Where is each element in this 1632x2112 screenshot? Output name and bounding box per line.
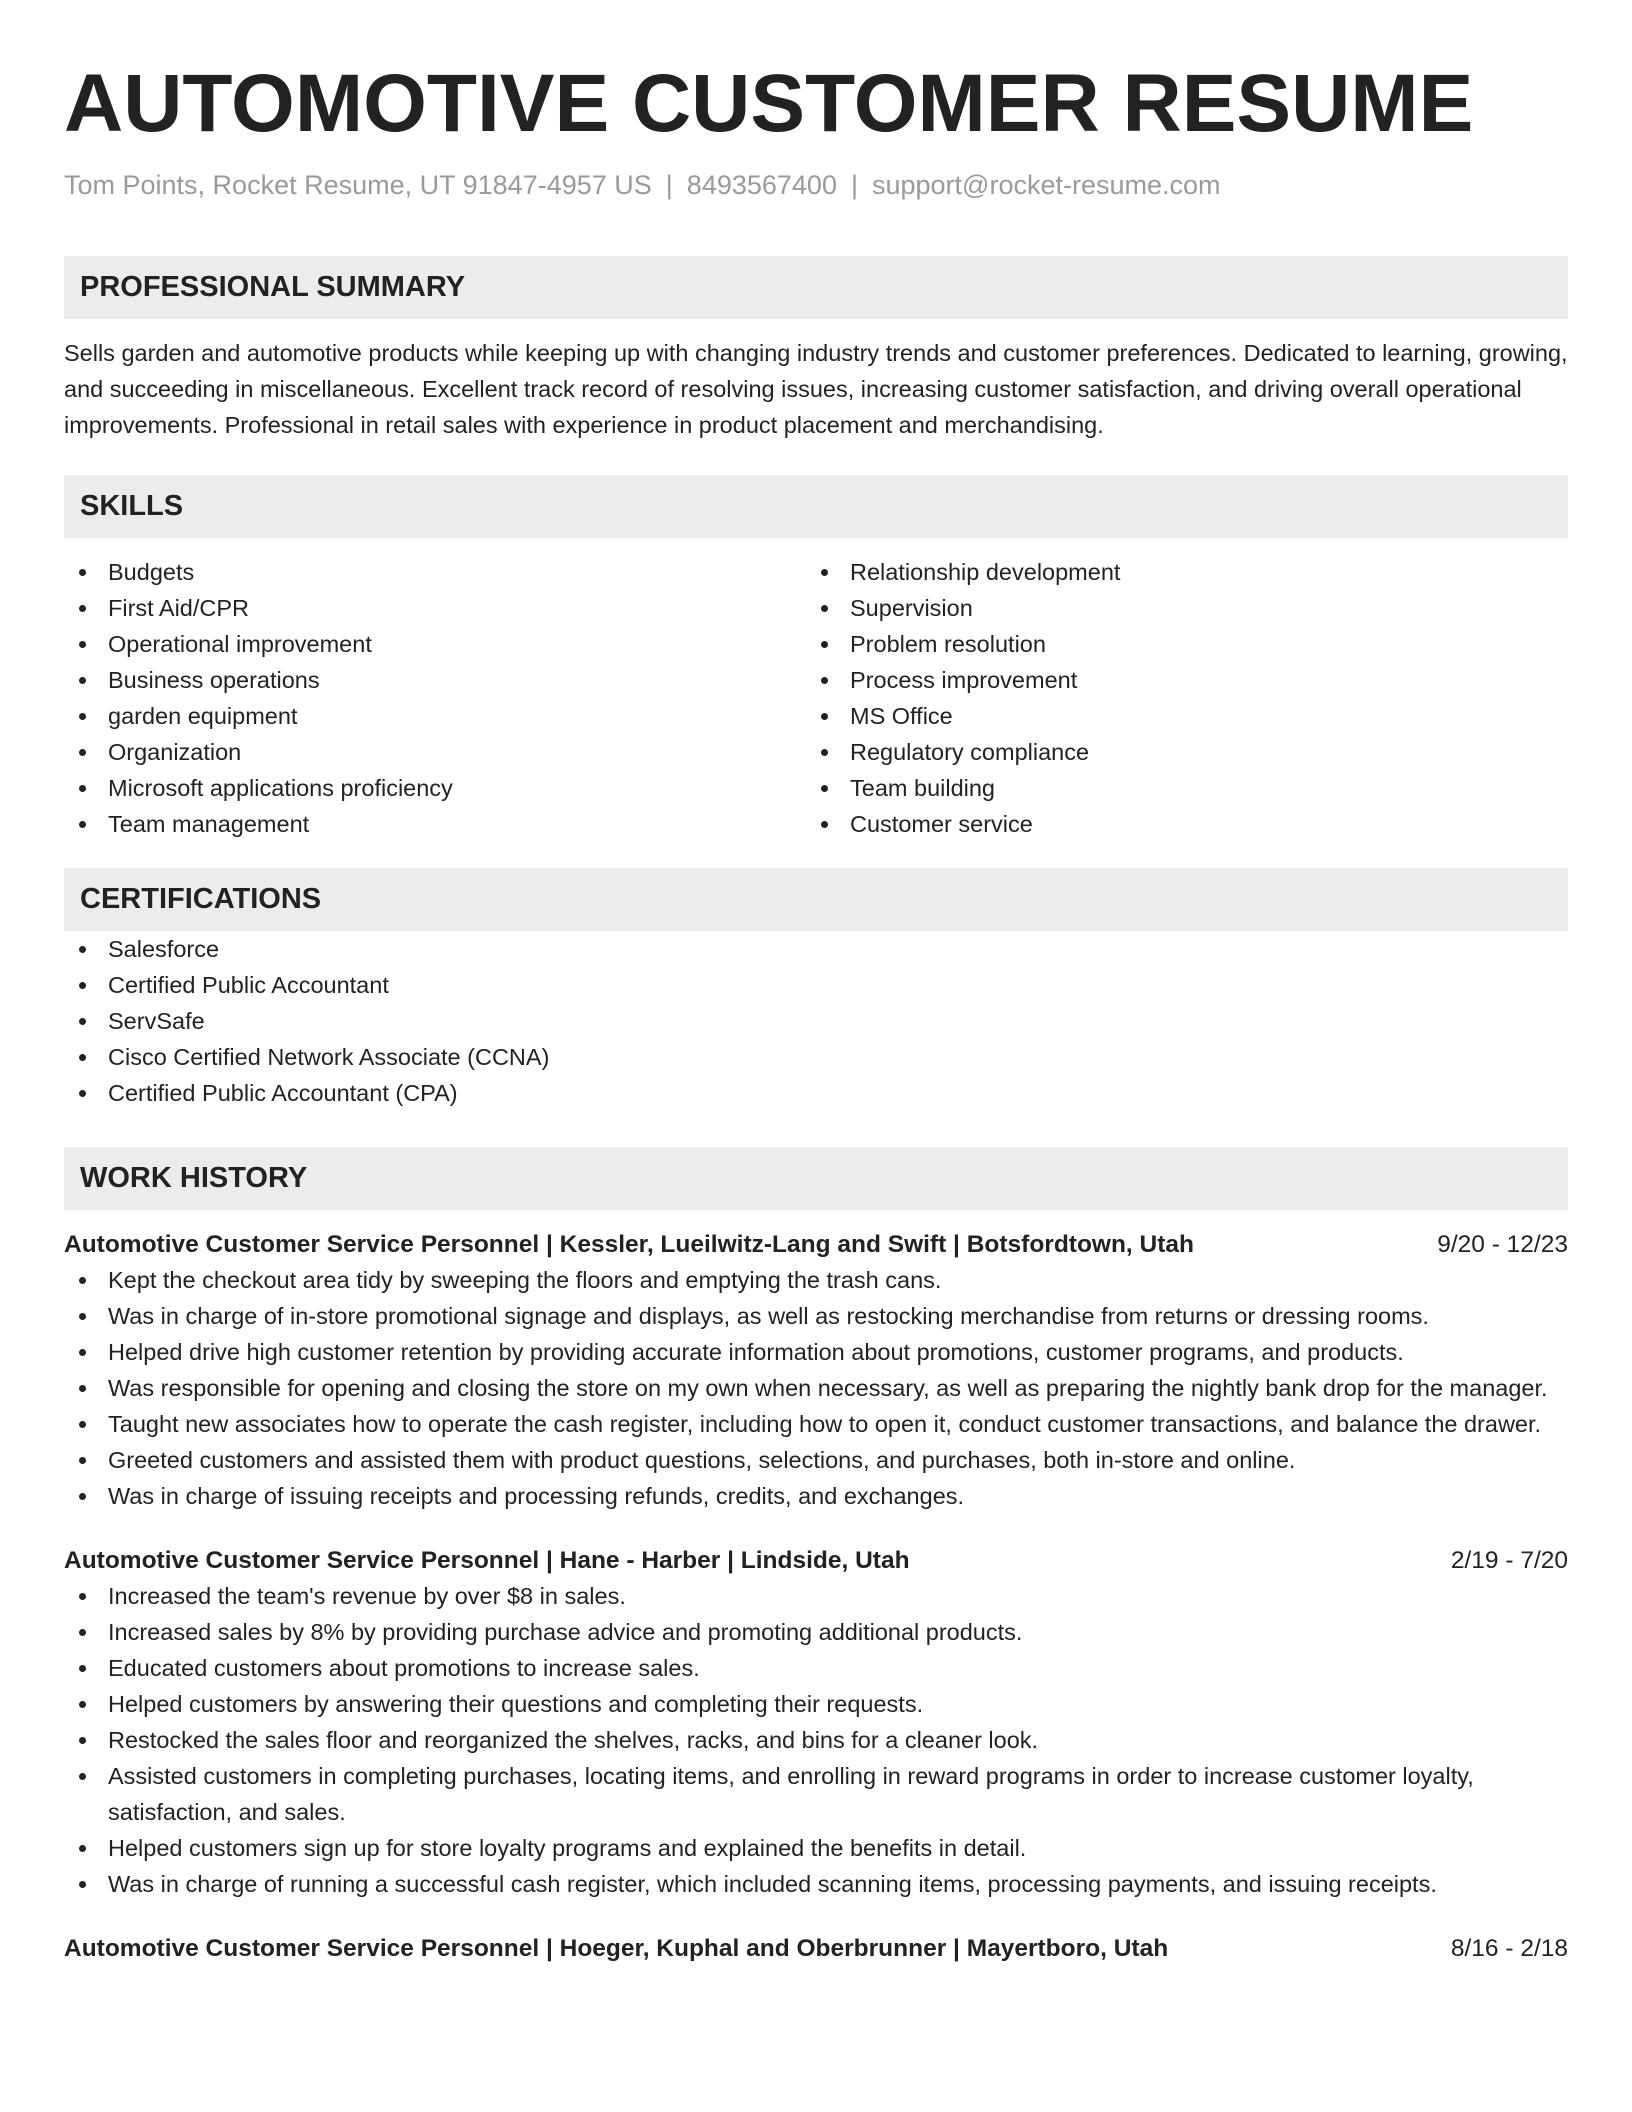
certification-item: Certified Public Accountant [64, 967, 1568, 1003]
contact-separator: | [665, 170, 673, 200]
job-bullet: Assisted customers in completing purchases, locating items, and enrolling in reward programs in order to increase customer loyalty, satisfaction, and sales. [64, 1758, 1568, 1830]
job-bullet: Was responsible for opening and closing the store on my own when necessary, as well as preparing the nightly bank drop for the manager. [64, 1370, 1568, 1406]
job-title: Automotive Customer Service Personnel | Hoeger, Kuphal and Oberbrunner | Mayertboro, Utah [64, 1935, 1169, 1962]
job-bullet-list [64, 1262, 1568, 1514]
job-header [64, 1228, 1568, 1262]
job-bullet: Was in charge of issuing receipts and processing refunds, credits, and exchanges. [64, 1478, 1568, 1514]
certifications-list [64, 931, 1568, 1111]
contact-email: support@rocket-resume.com [871, 170, 1221, 200]
job-title: Automotive Customer Service Personnel | Hane - Harber | Lindside, Utah [64, 1547, 910, 1574]
job-bullet: Educated customers about promotions to increase sales. [64, 1650, 1568, 1686]
skills-column-left [64, 554, 806, 842]
job-bullet: Increased sales by 8% by providing purchase advice and promoting additional products. [64, 1614, 1568, 1650]
skill-item: Supervision [806, 590, 1548, 626]
job-entry [64, 1228, 1568, 1514]
job-bullet: Increased the team's revenue by over $8 in sales. [64, 1578, 1568, 1614]
skill-item: Organization [64, 734, 806, 770]
job-bullet-list [64, 1578, 1568, 1902]
skill-item: garden equipment [64, 698, 806, 734]
contact-address: Tom Points, Rocket Resume, UT 91847-4957 US [64, 170, 652, 200]
section-header-certifications: CERTIFICATIONS [64, 868, 1568, 931]
job-title: Automotive Customer Service Personnel | Kessler, Lueilwitz-Lang and Swift | Botsfordtown, Utah [64, 1231, 1194, 1258]
resume-title: AUTOMOTIVE CUSTOMER RESUME [64, 58, 1474, 149]
skill-item: Relationship development [806, 554, 1548, 590]
job-dates: 8/16 - 2/18 [1450, 1935, 1568, 1962]
job-dates: 9/20 - 12/23 [1437, 1231, 1568, 1258]
certification-item: Cisco Certified Network Associate (CCNA) [64, 1039, 1568, 1075]
skills-list-right [806, 554, 1548, 842]
job-bullet: Was in charge of running a successful cash register, which included scanning items, processing payments, and issuing receipts. [64, 1866, 1568, 1902]
job-bullet: Helped customers by answering their questions and completing their requests. [64, 1686, 1568, 1722]
skill-item: Operational improvement [64, 626, 806, 662]
skills-column-right [806, 554, 1548, 842]
resume-page [64, 54, 1568, 1966]
skill-item: MS Office [806, 698, 1548, 734]
job-entry [64, 1544, 1568, 1902]
skill-item: Team building [806, 770, 1548, 806]
skill-item: Team management [64, 806, 806, 842]
skill-item: Problem resolution [806, 626, 1548, 662]
section-header-summary: PROFESSIONAL SUMMARY [64, 256, 1568, 319]
skill-item: First Aid/CPR [64, 590, 806, 626]
skill-item: Process improvement [806, 662, 1548, 698]
job-header [64, 1544, 1568, 1578]
section-header-work-history: WORK HISTORY [64, 1147, 1568, 1210]
job-dates: 2/19 - 7/20 [1450, 1547, 1568, 1574]
contact-line [64, 168, 1568, 202]
certification-item: Certified Public Accountant (CPA) [64, 1075, 1568, 1111]
skill-item: Business operations [64, 662, 806, 698]
section-header-skills: SKILLS [64, 475, 1568, 538]
job-header [64, 1932, 1568, 1966]
certification-item: Salesforce [64, 931, 1568, 967]
job-bullet: Greeted customers and assisted them with product questions, selections, and purchases, both in-store and online. [64, 1442, 1568, 1478]
skills-grid [64, 554, 1568, 842]
contact-separator: | [850, 170, 858, 200]
job-bullet: Restocked the sales floor and reorganized the shelves, racks, and bins for a cleaner look. [64, 1722, 1568, 1758]
skill-item: Microsoft applications proficiency [64, 770, 806, 806]
skill-item: Regulatory compliance [806, 734, 1548, 770]
contact-phone: 8493567400 [686, 170, 837, 200]
skills-list-left [64, 554, 806, 842]
skill-item: Customer service [806, 806, 1548, 842]
job-entry [64, 1932, 1568, 1966]
job-bullet: Was in charge of in-store promotional signage and displays, as well as restocking merchandise from returns or dressing rooms. [64, 1298, 1568, 1334]
job-bullet: Taught new associates how to operate the cash register, including how to open it, conduct customer transactions, and balance the drawer. [64, 1406, 1568, 1442]
job-bullet: Helped customers sign up for store loyalty programs and explained the benefits in detail. [64, 1830, 1568, 1866]
job-bullet: Kept the checkout area tidy by sweeping the floors and emptying the trash cans. [64, 1262, 1568, 1298]
summary-text: Sells garden and automotive products while keeping up with changing industry trends and customer preferences. Dedicated to learning, growing, and succeeding in miscellaneous. Excellent track record of resolving issues, increasing customer satisfaction, and driving overall operational improvements. Professional in retail sales with experience in product placement and merchandising. [64, 340, 1568, 438]
job-bullet: Helped drive high customer retention by providing accurate information about promotions, customer programs, and products. [64, 1334, 1568, 1370]
skill-item: Budgets [64, 554, 806, 590]
certification-item: ServSafe [64, 1003, 1568, 1039]
